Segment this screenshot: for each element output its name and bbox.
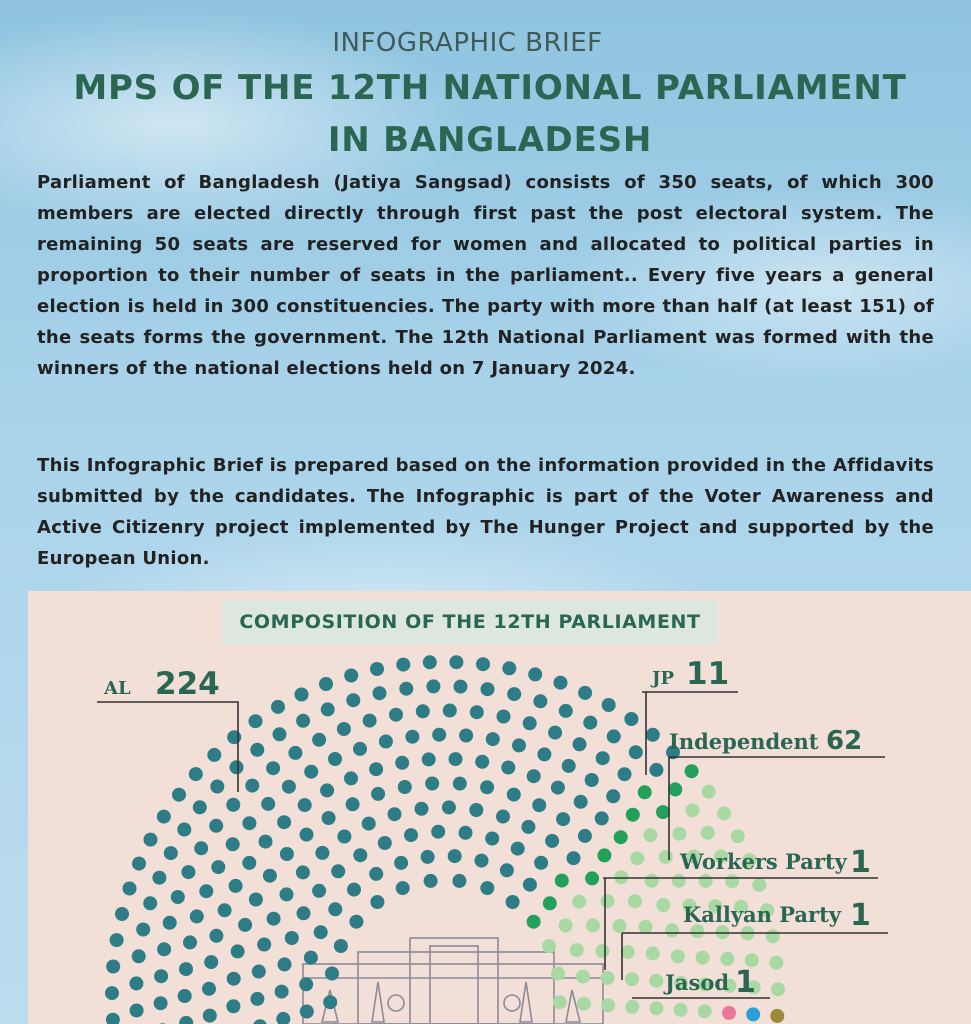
seat-dot <box>337 830 351 844</box>
seat-dot <box>388 807 402 821</box>
seat-dot <box>399 682 413 696</box>
seat-dot <box>480 881 494 895</box>
seat-dot <box>638 785 652 799</box>
seat-dot <box>527 769 541 783</box>
party-name-label: AL <box>104 678 131 699</box>
seat-dot <box>576 970 590 984</box>
seat-dot <box>645 874 659 888</box>
seat-dot <box>512 738 526 752</box>
seat-dot <box>585 871 599 885</box>
seat-dot <box>202 982 216 996</box>
seat-dot <box>218 903 232 917</box>
seat-dot <box>106 1013 120 1024</box>
seat-dot <box>500 863 514 877</box>
seat-dot <box>369 867 383 881</box>
seat-dot <box>686 803 700 817</box>
seat-dot <box>230 760 244 774</box>
seat-dot <box>193 800 207 814</box>
seat-dot <box>537 747 551 761</box>
seat-dot <box>179 1016 193 1024</box>
seat-dot <box>523 716 537 730</box>
seat-dot <box>190 909 204 923</box>
seat-dot <box>304 951 318 965</box>
seat-dot <box>209 929 223 943</box>
seat-dot <box>470 705 484 719</box>
seat-dot <box>344 669 358 683</box>
seat-dot <box>475 755 489 769</box>
seat-dot <box>266 761 280 775</box>
seat-dot <box>115 907 129 921</box>
seat-dot <box>362 817 376 831</box>
seat-dot <box>226 999 240 1013</box>
seat-dot <box>276 1012 290 1024</box>
seat-dot <box>625 972 639 986</box>
seat-dot <box>396 881 410 895</box>
page-title: MPS OF THE 12TH NATIONAL PARLIAMENT IN BANGLADESH <box>73 68 907 160</box>
party-name-label: Jasod <box>665 970 730 995</box>
seat-dot <box>349 915 363 929</box>
party-seat-count: 62 <box>826 726 863 756</box>
seat-dot <box>431 825 445 839</box>
seat-dot <box>177 823 191 837</box>
seat-dot <box>304 765 318 779</box>
seat-dot <box>320 783 334 797</box>
party-seat-count: 1 <box>850 898 871 933</box>
seat-dot <box>699 874 713 888</box>
seat-dot <box>469 803 483 817</box>
seat-dot <box>424 874 438 888</box>
seat-dot <box>261 797 275 811</box>
seat-dot <box>425 777 439 791</box>
party-seat-count: 1 <box>735 965 756 1000</box>
seat-dot <box>300 828 314 842</box>
seat-dot <box>257 938 271 952</box>
seat-dot <box>130 1004 144 1018</box>
seat-dot <box>674 1003 688 1017</box>
seat-dot <box>422 752 436 766</box>
seat-dot <box>249 714 263 728</box>
seat-dot <box>132 857 146 871</box>
seat-dot <box>179 962 193 976</box>
seat-dot <box>454 680 468 694</box>
seat-dot <box>181 865 195 879</box>
seat-dot <box>527 915 541 929</box>
seat-dot <box>602 698 616 712</box>
seat-dot <box>296 865 310 879</box>
seat-dot <box>416 704 430 718</box>
seat-dot <box>476 657 490 671</box>
seat-dot <box>672 827 686 841</box>
seat-dot <box>578 686 592 700</box>
seat-dot <box>583 716 597 730</box>
seat-dot <box>553 995 567 1009</box>
seat-dot <box>280 847 294 861</box>
seat-dot <box>203 1009 217 1023</box>
seat-dot <box>204 955 218 969</box>
seat-dot <box>322 811 336 825</box>
seat-dot <box>371 787 385 801</box>
seat-dot <box>154 969 168 983</box>
seat-dot <box>532 798 546 812</box>
seat-dot <box>370 895 384 909</box>
leader-line <box>97 702 238 792</box>
seat-dot <box>282 780 296 794</box>
seat-dot <box>275 985 289 999</box>
seat-dot <box>659 850 673 864</box>
seat-dot <box>534 856 548 870</box>
seat-dot <box>171 890 185 904</box>
intro-paragraph: Parliament of Bangladesh (Jatiya Sangsad) consists of 350 seats, of which 300 members are elected directly through first past the post electoral system. The remaining 50 seats are reserved for women and allocated to political parties in proportion to their number of seats in the parliament.. Every five years a general election is held in 300 constituencies. The party with more than half (at least 151) of the seats forms the government. The 12th National Parliament was formed with the winners of the national elections held on 7 January 2024. <box>37 172 934 379</box>
seat-dot <box>574 795 588 809</box>
seat-dot <box>449 752 463 766</box>
seat-dot <box>226 837 240 851</box>
seat-dot <box>314 925 328 939</box>
seat-dot <box>312 884 326 898</box>
seat-dot <box>543 896 557 910</box>
seat-dot <box>363 714 377 728</box>
seat-dot <box>523 878 537 892</box>
seat-dot <box>570 943 584 957</box>
seat-dot <box>656 898 670 912</box>
seat-dot <box>164 846 178 860</box>
seat-dot <box>321 702 335 716</box>
seat-dot <box>485 832 499 846</box>
seat-dot <box>601 998 615 1012</box>
seat-dot <box>389 708 403 722</box>
seat-dot <box>573 737 587 751</box>
seat-dot <box>328 752 342 766</box>
party-name-label: JP <box>652 668 675 689</box>
seat-dot <box>556 812 570 826</box>
seat-dot <box>769 956 783 970</box>
seat-dot <box>226 798 240 812</box>
seat-dot <box>250 992 264 1006</box>
seat-dot <box>129 976 143 990</box>
seat-dot <box>601 894 615 908</box>
seat-dot <box>423 655 437 669</box>
seat-dot <box>189 767 203 781</box>
seat-dot <box>595 811 609 825</box>
seat-dot <box>542 939 556 953</box>
seat-dot <box>123 882 137 896</box>
seat-dot <box>511 842 525 856</box>
seat-dot <box>698 1004 712 1018</box>
seat-dot <box>373 686 387 700</box>
seat-dot <box>277 815 291 829</box>
seat-dot <box>252 965 266 979</box>
seat-dot <box>105 986 119 1000</box>
seat-dot <box>271 700 285 714</box>
seat-dot <box>601 971 615 985</box>
seat-dot <box>110 933 124 947</box>
seat-dot <box>178 989 192 1003</box>
seat-dot <box>722 1006 736 1020</box>
seat-dot <box>442 800 456 814</box>
seat-dot <box>528 667 542 681</box>
seat-dot <box>480 780 494 794</box>
seat-dot <box>671 949 685 963</box>
seat-dot <box>209 819 223 833</box>
seat-dot <box>267 912 281 926</box>
seat-dot <box>613 919 627 933</box>
seat-dot <box>312 733 326 747</box>
seat-dot <box>559 704 573 718</box>
seat-dot <box>578 829 592 843</box>
seat-dot <box>337 722 351 736</box>
seat-dot <box>452 874 466 888</box>
seat-dot <box>639 920 653 934</box>
seat-dot <box>211 860 225 874</box>
seat-dot <box>154 996 168 1010</box>
seat-dot <box>334 939 348 953</box>
seat-dot <box>432 728 446 742</box>
party-seat-count: 1 <box>850 845 871 880</box>
seat-dot <box>459 729 473 743</box>
seat-dot <box>555 874 569 888</box>
seat-dot <box>395 756 409 770</box>
seat-dot <box>606 789 620 803</box>
seat-dot <box>618 767 632 781</box>
party-seat-count: 11 <box>686 656 730 692</box>
seat-dot <box>242 856 256 870</box>
seat-dot <box>766 929 780 943</box>
seat-dot <box>656 805 670 819</box>
seat-dot <box>328 902 342 916</box>
party-name-label: Kallyan Party <box>683 902 842 927</box>
seat-dot <box>207 748 221 762</box>
seat-dot <box>481 682 495 696</box>
seat-dot <box>238 918 252 932</box>
seat-dot <box>668 782 682 796</box>
seat-dot <box>502 661 516 675</box>
parliament-building-illustration <box>303 938 603 1024</box>
seat-dot <box>453 777 467 791</box>
seat-dot <box>496 810 510 824</box>
seat-dot <box>132 949 146 963</box>
seat-dot <box>752 878 766 892</box>
seat-dot <box>253 1019 267 1024</box>
seat-dot <box>475 854 489 868</box>
seat-dot <box>396 658 410 672</box>
seat-dot <box>507 788 521 802</box>
seat-dot <box>346 693 360 707</box>
seat-dot <box>296 714 310 728</box>
seat-dot <box>562 759 576 773</box>
seat-dot <box>596 751 610 765</box>
seat-dot <box>701 826 715 840</box>
seat-dot <box>643 828 657 842</box>
seat-dot <box>199 884 213 898</box>
seat-dot <box>567 851 581 865</box>
seat-dot <box>521 820 535 834</box>
seat-dot <box>263 869 277 883</box>
seat-dot <box>426 679 440 693</box>
seat-dot <box>323 995 337 1009</box>
seat-dot <box>625 1000 639 1014</box>
seat-dot <box>369 762 383 776</box>
seat-dot <box>702 785 716 799</box>
seat-dot <box>551 967 565 981</box>
seat-dot <box>295 688 309 702</box>
seat-dot <box>448 849 462 863</box>
seat-dot <box>717 806 731 820</box>
seat-dot <box>572 895 586 909</box>
seat-dot <box>405 730 419 744</box>
seat-dot <box>297 906 311 920</box>
seat-dot <box>144 833 158 847</box>
seat-dot <box>614 830 628 844</box>
seat-dot <box>404 828 418 842</box>
seat-dot <box>501 761 515 775</box>
seat-dot <box>300 1005 314 1019</box>
seat-dot <box>280 887 294 901</box>
seat-dot <box>249 893 263 907</box>
seat-dot <box>278 957 292 971</box>
seat-dot <box>548 726 562 740</box>
seat-dot <box>626 808 640 822</box>
seat-dot <box>771 982 785 996</box>
seat-dot <box>421 850 435 864</box>
seat-dot <box>629 745 643 759</box>
seat-dot <box>443 704 457 718</box>
seat-dot <box>586 918 600 932</box>
seat-dot <box>194 841 208 855</box>
seat-dot <box>273 727 287 741</box>
seat-dot <box>770 1009 784 1023</box>
seat-dot <box>585 773 599 787</box>
seat-dot <box>607 729 621 743</box>
seat-dot <box>299 977 313 991</box>
seat-dot <box>172 788 186 802</box>
party-seat-count: 224 <box>155 666 220 702</box>
seat-dots <box>105 655 785 1024</box>
seat-dot <box>665 923 679 937</box>
seat-dot <box>595 944 609 958</box>
seat-dot <box>163 916 177 930</box>
seat-dot <box>554 676 568 690</box>
party-name-label: Independent <box>669 729 819 754</box>
seat-dot <box>507 687 521 701</box>
seat-dot <box>630 851 644 865</box>
seat-dot <box>183 935 197 949</box>
seat-dot <box>250 743 264 757</box>
seat-dot <box>577 997 591 1011</box>
seat-dot <box>210 780 224 794</box>
seat-dot <box>157 810 171 824</box>
seat-dot <box>331 864 345 878</box>
seat-dot <box>533 694 547 708</box>
seat-dot <box>344 771 358 785</box>
seat-dot <box>245 779 259 793</box>
seat-dot <box>353 848 367 862</box>
seat-dot <box>672 874 686 888</box>
seat-dot <box>285 931 299 945</box>
seat-dot <box>746 1007 760 1021</box>
seat-dot <box>152 871 166 885</box>
party-name-label: Workers Party <box>680 849 847 874</box>
seat-dot <box>449 655 463 669</box>
seat-dot <box>720 952 734 966</box>
seat-dot <box>731 829 745 843</box>
seat-dot <box>685 764 699 778</box>
seat-dot <box>624 712 638 726</box>
seat-dot <box>649 974 663 988</box>
seat-dot <box>229 879 243 893</box>
seat-dot <box>696 951 710 965</box>
seat-dot <box>597 848 611 862</box>
seat-dot <box>415 802 429 816</box>
seat-dot <box>143 896 157 910</box>
seat-dot <box>646 728 660 742</box>
seat-dot <box>398 780 412 794</box>
seat-dot <box>559 918 573 932</box>
seat-dot <box>346 797 360 811</box>
seat-dot <box>370 662 384 676</box>
seat-dot <box>628 894 642 908</box>
seat-dot <box>136 923 150 937</box>
seat-dot <box>242 816 256 830</box>
seat-dot <box>325 967 339 981</box>
seat-dot <box>231 944 245 958</box>
seat-dot <box>551 781 565 795</box>
seat-dot <box>157 942 171 956</box>
seat-dot <box>649 763 663 777</box>
seat-dot <box>394 856 408 870</box>
seat-dot <box>315 846 329 860</box>
seat-dot <box>486 732 500 746</box>
seat-dot <box>725 874 739 888</box>
seat-dot <box>106 960 120 974</box>
infographic-kicker: INFOGRAPHIC BRIEF <box>332 28 603 58</box>
seat-dot <box>379 735 393 749</box>
seat-dot <box>506 895 520 909</box>
seat-dot <box>497 710 511 724</box>
seat-dot <box>227 972 241 986</box>
seat-dot <box>259 835 273 849</box>
source-paragraph: This Infographic Brief is prepared based on the information provided in the Affidavits submitted by the candidates. The Infographic is part of the Voter Awareness and Active Citizenry project implemented by The Hunger Project and supported by the European Union. <box>37 455 934 569</box>
seat-dot <box>347 883 361 897</box>
seat-dot <box>646 946 660 960</box>
seat-dot <box>319 677 333 691</box>
seat-dot <box>459 826 473 840</box>
seat-dot <box>353 742 367 756</box>
seat-dot <box>227 730 241 744</box>
seat-dot <box>288 746 302 760</box>
seat-dot <box>650 1001 664 1015</box>
seat-dot <box>378 836 392 850</box>
seat-dot <box>298 798 312 812</box>
seat-dot <box>545 834 559 848</box>
chart-title: COMPOSITION OF THE 12TH PARLIAMENT <box>222 600 718 644</box>
